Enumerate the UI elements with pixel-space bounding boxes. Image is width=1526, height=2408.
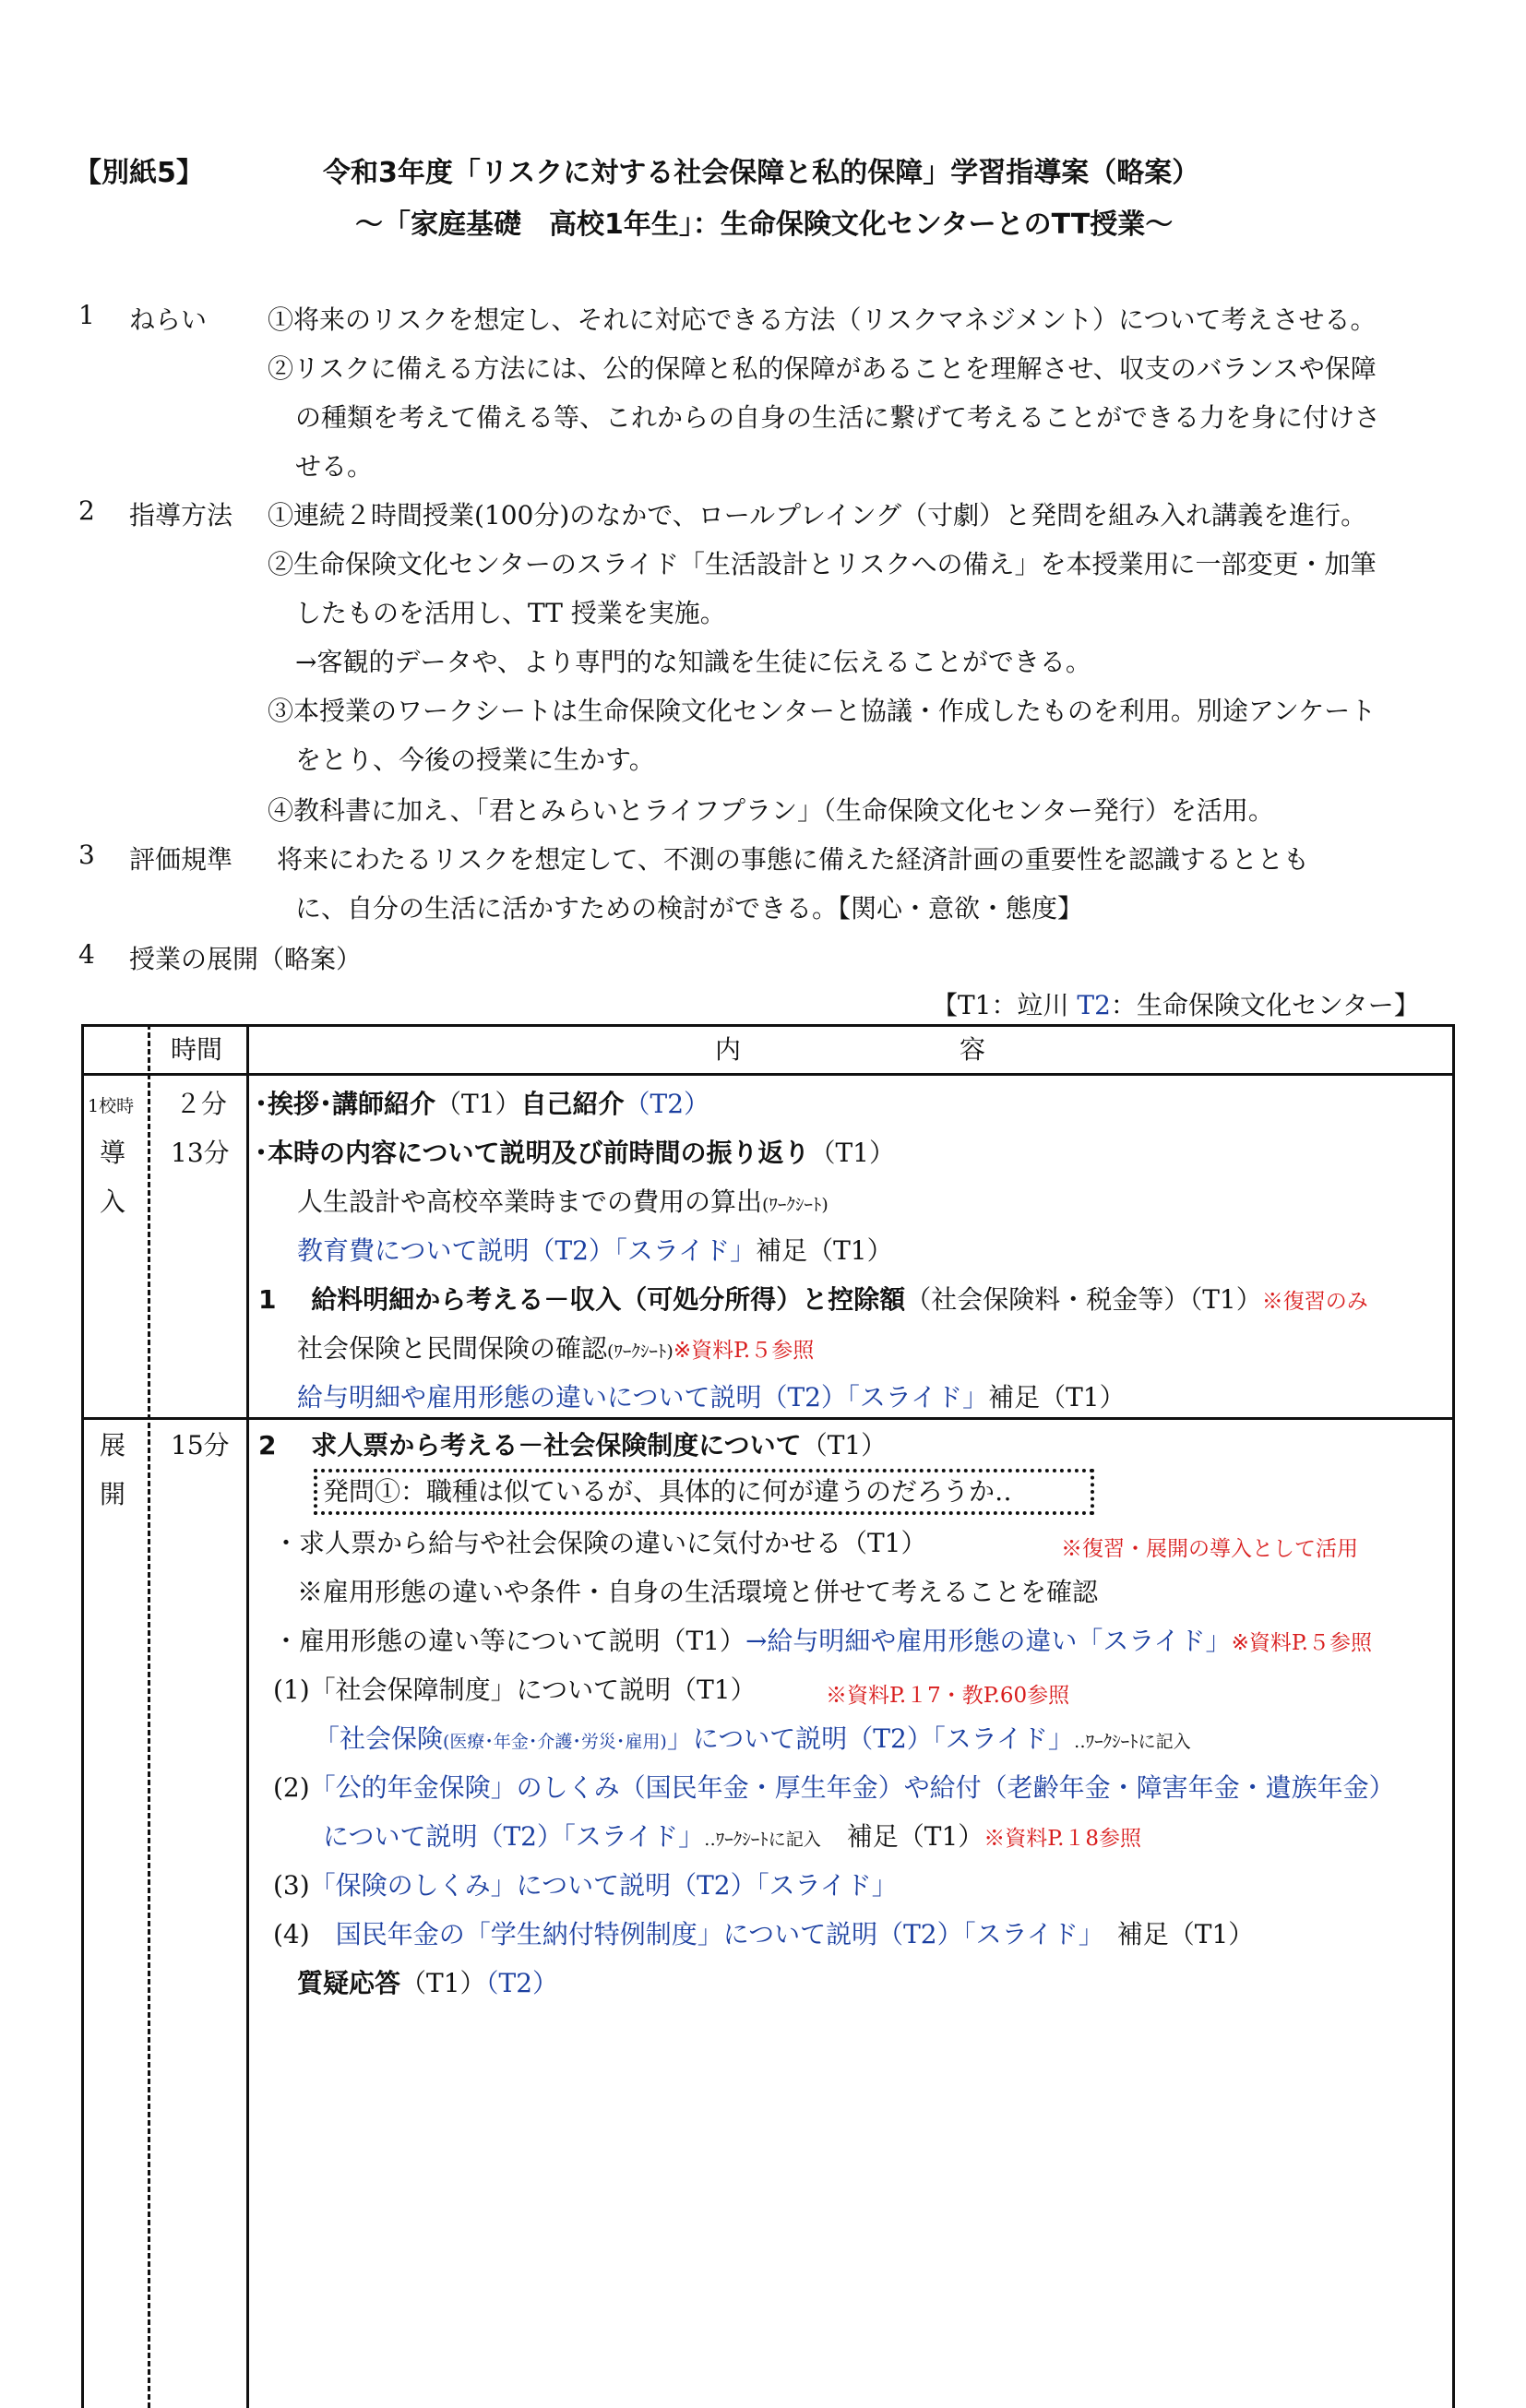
section-4-label: 授業の展開（略案） bbox=[129, 944, 363, 974]
time-cell: 15分 bbox=[171, 1430, 230, 1460]
document-subtitle: ～「家庭基礎 高校1年生」：生命保険文化センターとのTT授業～ bbox=[355, 209, 1174, 241]
reference-note: ※資料P.１7・教P.60参照 bbox=[826, 1684, 1070, 1708]
section-2-number: 2 bbox=[78, 495, 95, 526]
phase-label: 導 bbox=[100, 1138, 126, 1168]
content-line: 人生設計や高校卒業時までの費用の算出(ﾜｰｸｼｰﾄ) bbox=[297, 1186, 829, 1217]
teacher-legend bbox=[932, 990, 1420, 1021]
header-content: 内 bbox=[715, 1034, 742, 1065]
legend-t2-desc: ：生命保険文化センター】 bbox=[1110, 990, 1420, 1020]
document-title: 令和3年度「リスクに対する社会保障と私的保障」学習指導案（略案） bbox=[323, 157, 1200, 189]
section-1-line: ①将来のリスクを想定し、それに対応できる方法（リスクマネジメント）について考えさせる。 bbox=[268, 304, 1377, 335]
content-line: (4) 国民年金の「学生納付特例制度」について説明（T2）「スライド」 補足（T1） bbox=[273, 1919, 1255, 1949]
content-line: 教育費について説明（T2）「スライド」補足（T1） bbox=[297, 1235, 893, 1266]
section-2-line: ①連続２時間授業(100分)のなかで、ロールプレイング（寸劇）と発問を組み入れ講義を進行。 bbox=[268, 500, 1367, 530]
section-1-label: ねらい bbox=[129, 304, 208, 335]
question-text: 発問①：職種は似ているが、具体的に何が違うのだろうか‥ bbox=[323, 1476, 1012, 1507]
section-3-line: に、自分の生活に活かすための検討ができる。【関心・意欲・態度】 bbox=[295, 893, 1084, 924]
section-1-line: ②リスクに備える方法には、公的保障と私的保障があることを理解させ、収支のバランスや保障 bbox=[268, 353, 1377, 384]
content-line: ･本時の内容について説明及び前時間の振り返り（T1） bbox=[255, 1138, 895, 1168]
section-3-line: 将来にわたるリスクを想定して、不測の事態に備えた経済計画の重要性を認識するととも bbox=[277, 844, 1309, 875]
section-2-label: 指導方法 bbox=[129, 500, 233, 530]
section-2-line: ④教科書に加え、「君とみらいとライフプラン」（生命保険文化センター発行）を活用。 bbox=[268, 795, 1274, 826]
content-line: (1)「社会保障制度」について説明（T1） bbox=[273, 1675, 757, 1705]
phase-label: 展 bbox=[100, 1430, 126, 1460]
section-1-line: せる。 bbox=[295, 451, 374, 482]
content-line: 2 求人票から考える－社会保険制度について（T1） bbox=[258, 1430, 888, 1460]
phase-label: 開 bbox=[100, 1479, 126, 1509]
content-line: 1 給料明細から考える－収入（可処分所得）と控除額（社会保険料・税金等）（T1）※復習のみ bbox=[258, 1284, 1368, 1315]
header-time: 時間 bbox=[171, 1034, 223, 1065]
legend-t2: T2 bbox=[1077, 990, 1111, 1020]
content-line: 社会保険と民間保険の確認(ﾜｰｸｼｰﾄ)※資料P.５参照 bbox=[297, 1333, 815, 1364]
period-label: 1校時 bbox=[88, 1096, 135, 1116]
content-line: ･挨拶･講師紹介（T1）自己紹介（T2） bbox=[255, 1089, 710, 1119]
content-line: 給与明細や雇用形態の違いについて説明（T2）「スライド」補足（T1） bbox=[297, 1382, 1126, 1413]
content-line: 「社会保険(医療･年金･介護･労災･雇用)」について説明（T2）「スライド」‥ﾜｰｸｼｰﾄに記入 bbox=[314, 1723, 1191, 1754]
content-line: (3)「保険のしくみ」について説明（T2）「スライド」 bbox=[273, 1870, 898, 1901]
content-line: ・求人票から給与や社会保険の違いに気付かせる（T1） bbox=[273, 1528, 927, 1558]
section-3-label: 評価規準 bbox=[129, 844, 233, 875]
section-2-line: をとり、今後の授業に生かす。 bbox=[295, 745, 655, 775]
section-2-line: したものを活用し、TT 授業を実施。 bbox=[295, 598, 726, 628]
phase-label: 入 bbox=[100, 1186, 126, 1217]
section-4-number: 4 bbox=[78, 939, 95, 970]
time-cell: ２分 bbox=[175, 1089, 228, 1119]
content-line: ・雇用形態の違い等について説明（T1）→給与明細や雇用形態の違い「スライド」※資料P.５参照 bbox=[273, 1626, 1372, 1656]
section-2-line: →客観的データや、より専門的な知識を生徒に伝えることができる。 bbox=[295, 647, 1091, 677]
section-1-number: 1 bbox=[78, 300, 95, 330]
header-content: 容 bbox=[960, 1034, 986, 1065]
content-line: 質疑応答（T1）（T2） bbox=[297, 1968, 559, 1998]
section-3-number: 3 bbox=[78, 840, 95, 870]
review-note: ※復習・展開の導入として活用 bbox=[1061, 1537, 1358, 1561]
time-cell: 13分 bbox=[171, 1138, 230, 1168]
section-2-line: ②生命保険文化センターのスライド「生活設計とリスクへの備え」を本授業用に一部変更・加筆 bbox=[268, 549, 1377, 579]
content-line: について説明（T2）「スライド」‥ﾜｰｸｼｰﾄに記入 補足（T1）※資料P.１8参照 bbox=[323, 1821, 1142, 1852]
content-line: ※雇用形態の違いや条件・自身の生活環境と併せて考えることを確認 bbox=[297, 1577, 1099, 1607]
section-2-line: ③本授業のワークシートは生命保険文化センターと協議・作成したものを利用。別途アンケート bbox=[268, 696, 1377, 726]
legend-t1: 【T1：竝川 bbox=[932, 990, 1069, 1020]
section-1-line: の種類を考えて備える等、これからの自身の生活に繋げて考えることができる力を身に付けさ bbox=[295, 402, 1381, 433]
content-line: (2)「公的年金保険」のしくみ（国民年金・厚生年金）や給付（老齢年金・障害年金・遺族年金） bbox=[273, 1772, 1395, 1803]
appendix-label: 【別紙5】 bbox=[74, 157, 204, 189]
